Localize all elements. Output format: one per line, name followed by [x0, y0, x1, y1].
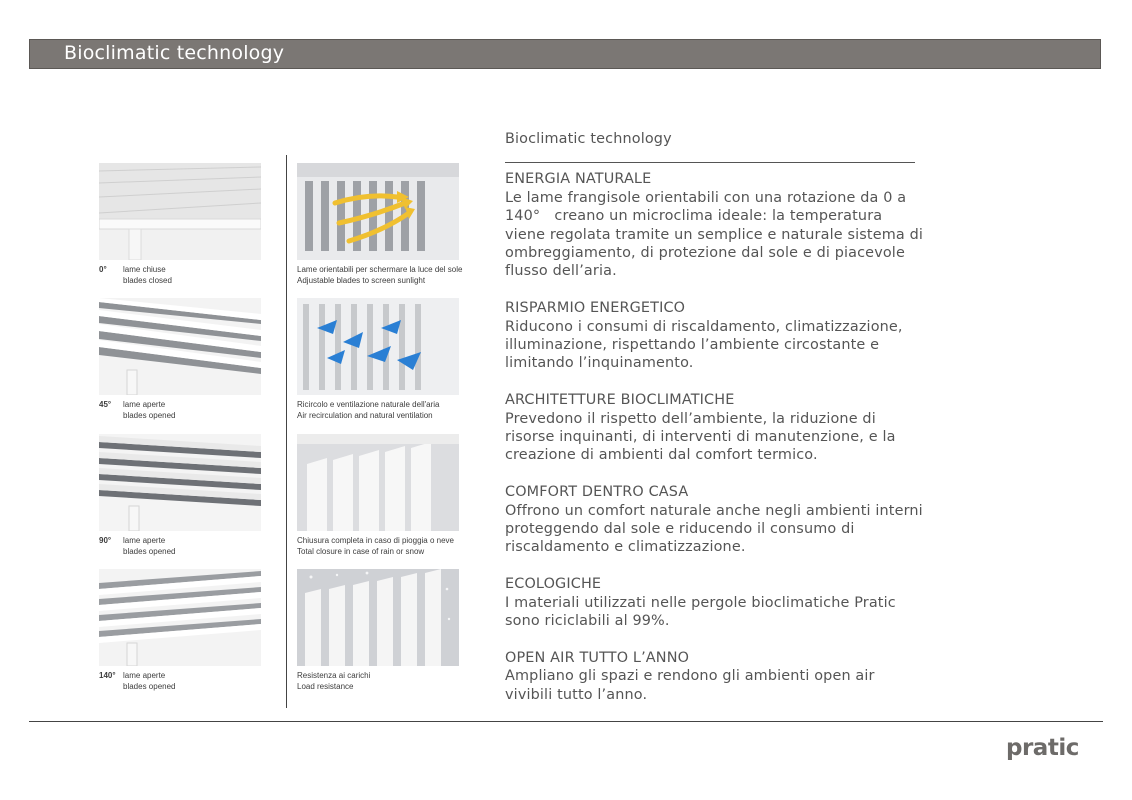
footer-divider [29, 721, 1103, 722]
caption-en: blades opened [123, 682, 176, 691]
blades-90-image [99, 434, 261, 531]
ventilation-image [297, 298, 459, 395]
caption-en: Air recirculation and natural ventilation [297, 411, 433, 420]
blades-closed-image [99, 163, 261, 260]
heading-divider [505, 162, 915, 163]
section-energia-naturale [505, 170, 925, 280]
caption-it: lame aperte [123, 536, 166, 545]
section-title: RISPARMIO ENERGETICO [505, 300, 686, 317]
caption-it: Lame orientabili per schermare la luce del sole [297, 265, 463, 274]
caption-it: Resistenza ai carichi [297, 671, 371, 680]
section-risparmio-energetico [505, 299, 925, 373]
section-title: OPEN AIR TUTTO L’ANNO [505, 649, 690, 666]
load-resistance-caption [297, 670, 370, 692]
section-architetture-bioclimatiche [505, 391, 925, 465]
section-body: Offrono un comfort naturale anche negli ambienti interni proteggendo dal sole e riducendo il consumo di riscaldamento e climatizzazione. [505, 502, 923, 556]
blade-caption [123, 264, 172, 286]
section-comfort-dentro-casa [505, 483, 925, 557]
section-body: Le lame frangisole orientabili con una rotazione da 0 a 140° creano un microclima ideale: la temperatura viene regolata tramite un semplice e naturale sistema di ombreggiamento, di protezione dal sole e di piacevole flusso dell’aria. [505, 189, 924, 280]
section-ecologiche [505, 575, 925, 630]
section-body: Prevedono il rispetto dell’ambiente, la riduzione di risorse inquinanti, di interventi di manutenzione, e la creazione di ambienti dal comfort termico. [505, 410, 896, 464]
blade-caption [123, 399, 176, 421]
load-resistance-image [297, 569, 459, 666]
sunlight-blades-image [297, 163, 459, 260]
caption-en: Adjustable blades to screen sunlight [297, 276, 426, 285]
caption-it: Chiusura completa in caso di pioggia o neve [297, 536, 454, 545]
angle-label: 140° [99, 671, 116, 680]
section-body: I materiali utilizzati nelle pergole bioclimatiche Pratic sono riciclabili al 99%. [505, 594, 896, 630]
caption-en: blades closed [123, 276, 172, 285]
section-body: Ampliano gli spazi e rendono gli ambienti open air vivibili tutto l’anno. [505, 668, 875, 703]
blades-45-image [99, 298, 261, 395]
rain-closure-image [297, 434, 459, 531]
caption-it: lame aperte [123, 400, 166, 409]
section-title: COMFORT DENTRO CASA [505, 484, 689, 501]
caption-it: lame chiuse [123, 265, 166, 274]
blade-caption [123, 670, 176, 692]
section-open-air [505, 649, 925, 704]
blades-140-image [99, 569, 261, 666]
section-heading: Bioclimatic technology [505, 131, 672, 147]
section-title: ARCHITETTURE BIOCLIMATICHE [505, 392, 735, 409]
caption-en: blades opened [123, 547, 176, 556]
sunlight-caption [297, 264, 462, 286]
ventilation-caption [297, 399, 440, 421]
section-title: ECOLOGICHE [505, 576, 602, 593]
column-divider [286, 155, 287, 708]
angle-label: 45° [99, 400, 112, 409]
pratic-logo: pratic [1006, 735, 1079, 761]
angle-label: 90° [99, 536, 112, 545]
caption-it: lame aperte [123, 671, 166, 680]
section-title: ENERGIA NATURALE [505, 171, 652, 188]
caption-en: Total closure in case of rain or snow [297, 547, 425, 556]
rain-closure-caption [297, 535, 454, 557]
header-bar [29, 39, 1101, 69]
section-body: Riducono i consumi di riscaldamento, climatizzazione, illuminazione, rispettando l’ambiente circostante e limitando l’inquinamento. [505, 318, 903, 372]
angle-label: 0° [99, 265, 107, 274]
text-column [505, 130, 925, 723]
caption-it: Ricircolo e ventilazione naturale dell'aria [297, 400, 440, 409]
caption-en: Load resistance [297, 682, 354, 691]
caption-en: blades opened [123, 411, 176, 420]
blade-caption [123, 535, 176, 557]
page-title: Bioclimatic technology [64, 42, 285, 64]
